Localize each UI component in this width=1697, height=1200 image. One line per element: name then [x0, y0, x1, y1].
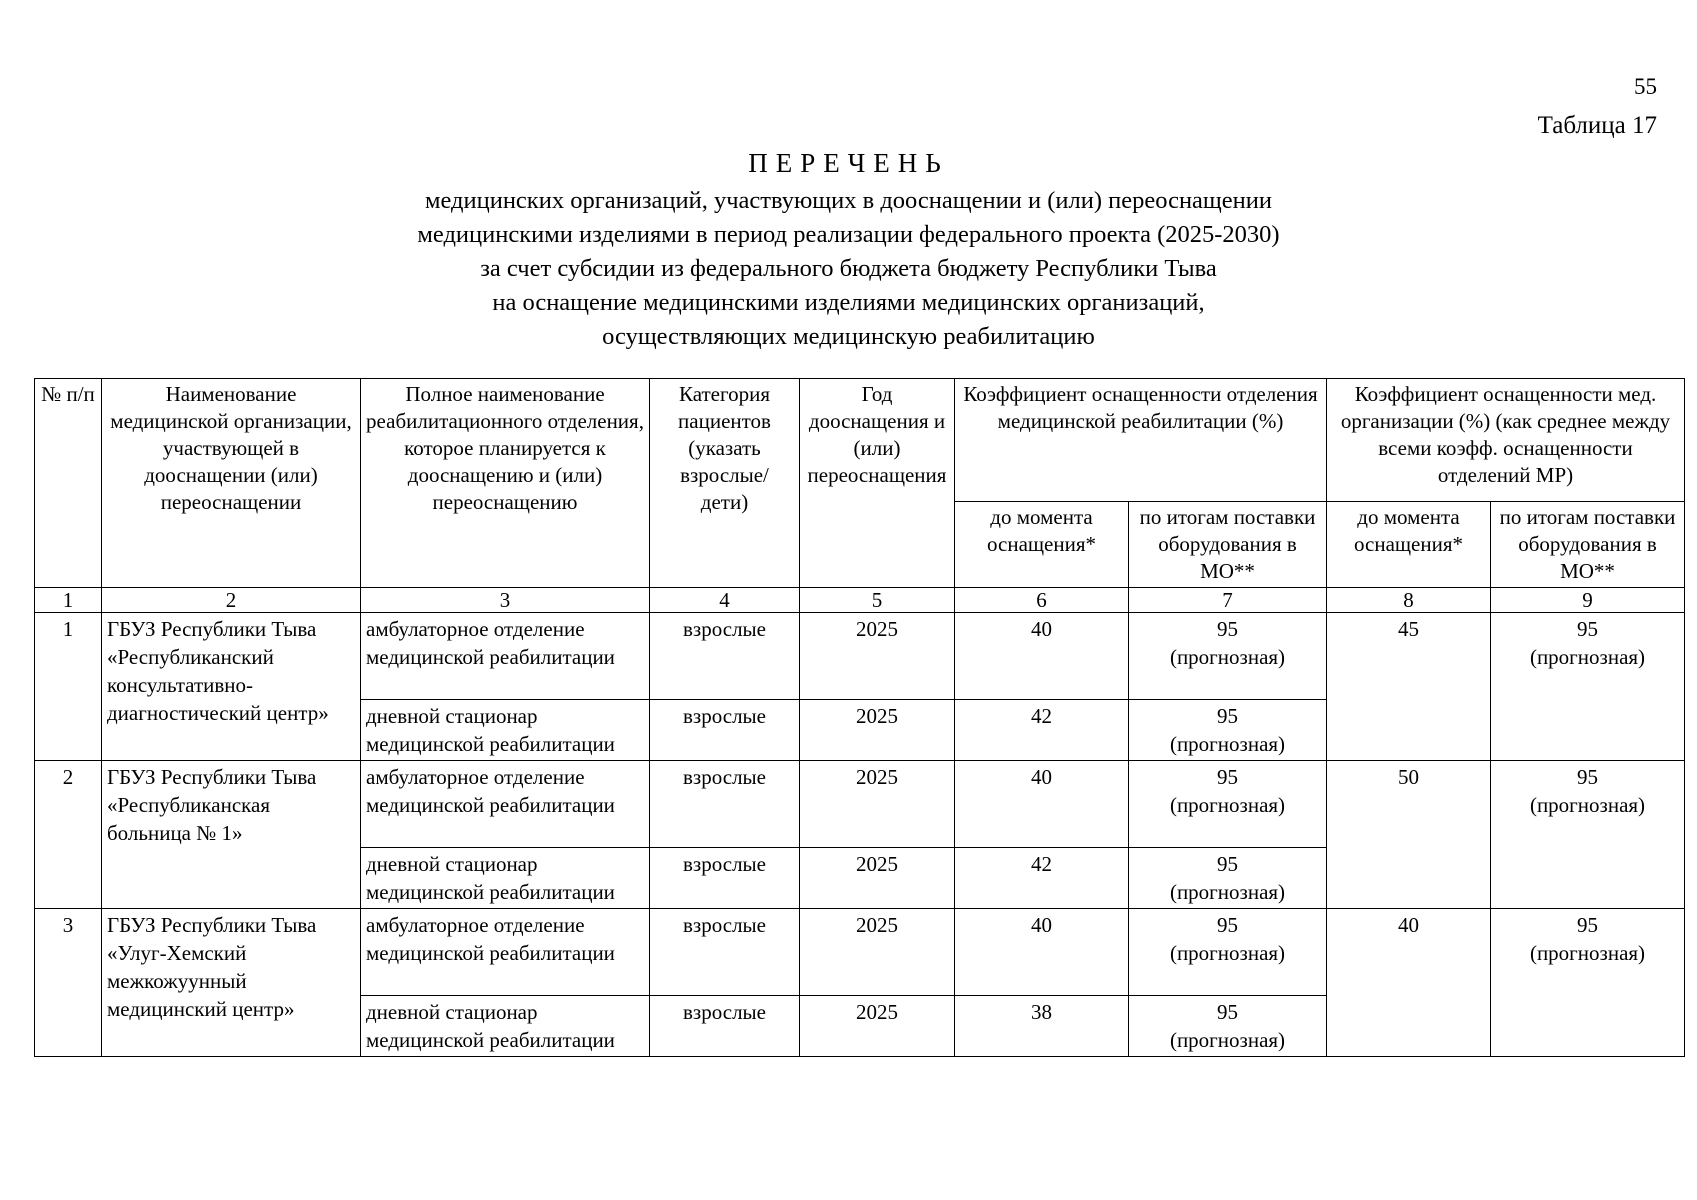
org-coef-before: 45 — [1327, 613, 1491, 761]
column-number: 3 — [361, 588, 650, 613]
row-number: 2 — [35, 761, 102, 909]
dept-name: амбулаторное отделение медицинской реабилитации — [361, 761, 650, 848]
column-number: 8 — [1327, 588, 1491, 613]
subtitle-line: медицинскими изделиями в период реализации федерального проекта (2025-2030) — [417, 221, 1280, 248]
dept-coef-before: 40 — [955, 909, 1129, 996]
dept-coef-after — [1129, 909, 1327, 996]
row-number: 1 — [35, 613, 102, 761]
dept-coef-after-value: 95 — [1217, 765, 1238, 789]
header-org-after: по итогам поставки оборудования в МО** — [1491, 502, 1685, 588]
equip-year: 2025 — [800, 761, 955, 848]
equip-year: 2025 — [800, 909, 955, 996]
header-dept-name: Полное наименование реабилитационного отделения, которое планируется к дооснащению и (или) переоснащению — [361, 379, 650, 588]
dept-coef-before: 42 — [955, 700, 1129, 761]
table-row — [35, 761, 1685, 848]
subtitle-line: на оснащение медицинскими изделиями медицинских организаций, — [492, 289, 1205, 316]
org-coef-after-note: (прогнозная) — [1529, 645, 1646, 669]
dept-coef-before: 38 — [955, 996, 1129, 1057]
patient-category: взрослые — [650, 700, 800, 761]
column-number: 2 — [102, 588, 361, 613]
subtitle-line: осуществляющих медицинскую реабилитацию — [602, 323, 1095, 350]
column-number: 1 — [35, 588, 102, 613]
dept-coef-after — [1129, 996, 1327, 1057]
header-dept-after: по итогам поставки оборудования в МО** — [1129, 502, 1327, 588]
dept-coef-after — [1129, 700, 1327, 761]
row-number: 3 — [35, 909, 102, 1057]
header-category: Категория пациентов (указать взрослые/ дети) — [650, 379, 800, 588]
org-coef-after — [1491, 909, 1685, 1057]
org-coef-after-note: (прогнозная) — [1529, 941, 1646, 965]
dept-coef-after-note: (прогнозная) — [1169, 941, 1286, 965]
org-coef-after-note: (прогнозная) — [1529, 793, 1646, 817]
patient-category: взрослые — [650, 761, 800, 848]
dept-coef-after — [1129, 613, 1327, 700]
dept-coef-after-note: (прогнозная) — [1169, 1028, 1286, 1052]
dept-name: дневной стационар медицинской реабилитации — [361, 996, 650, 1057]
org-name: ГБУЗ Республики Тыва «Республиканская больница № 1» — [102, 761, 361, 909]
org-coef-after-value: 95 — [1577, 913, 1598, 937]
dept-coef-after-note: (прогнозная) — [1169, 880, 1286, 904]
page-number: 55 — [1634, 74, 1657, 99]
column-number: 9 — [1491, 588, 1685, 613]
org-coef-before: 40 — [1327, 909, 1491, 1057]
patient-category: взрослые — [650, 613, 800, 700]
dept-name: дневной стационар медицинской реабилитации — [361, 700, 650, 761]
equip-year: 2025 — [800, 700, 955, 761]
dept-name: амбулаторное отделение медицинской реабилитации — [361, 909, 650, 996]
org-coef-after-value: 95 — [1577, 765, 1598, 789]
dept-coef-after — [1129, 761, 1327, 848]
header-dept-before: до момента оснащения* — [955, 502, 1129, 588]
org-coef-after-value: 95 — [1577, 617, 1598, 641]
dept-coef-before: 42 — [955, 848, 1129, 909]
table-label: Таблица 17 — [1537, 112, 1657, 139]
document-heading: ПЕРЕЧЕНЬ — [748, 148, 949, 178]
dept-coef-after-value: 95 — [1217, 913, 1238, 937]
table-row — [35, 909, 1685, 996]
org-coef-before: 50 — [1327, 761, 1491, 909]
dept-coef-after-note: (прогнозная) — [1169, 793, 1286, 817]
dept-name: амбулаторное отделение медицинской реабилитации — [361, 613, 650, 700]
org-name: ГБУЗ Республики Тыва «Улуг-Хемский межкожуунный медицинский центр» — [102, 909, 361, 1057]
column-number: 4 — [650, 588, 800, 613]
dept-coef-before: 40 — [955, 613, 1129, 700]
dept-coef-after-value: 95 — [1217, 1000, 1238, 1024]
column-number: 7 — [1129, 588, 1327, 613]
column-number-row — [35, 588, 1685, 613]
header-num: № п/п — [35, 379, 102, 588]
subtitle-line: медицинских организаций, участвующих в дооснащении и (или) переоснащении — [424, 187, 1273, 214]
dept-coef-after-note: (прогнозная) — [1169, 732, 1286, 756]
dept-coef-after-value: 95 — [1217, 852, 1238, 876]
dept-name: дневной стационар медицинской реабилитации — [361, 848, 650, 909]
header-org-name: Наименование медицинской организации, участвующей в дооснащении (или) переоснащении — [102, 379, 361, 588]
equip-year: 2025 — [800, 613, 955, 700]
equip-year: 2025 — [800, 996, 955, 1057]
column-number: 5 — [800, 588, 955, 613]
dept-coef-after-value: 95 — [1217, 704, 1238, 728]
column-number: 6 — [955, 588, 1129, 613]
header-org-before: до момента оснащения* — [1327, 502, 1491, 588]
patient-category: взрослые — [650, 996, 800, 1057]
table-row — [35, 613, 1685, 700]
header-org-coef: Коэффициент оснащенности мед. организации (%) (как среднее между всеми коэфф. оснащенности отделений МР) — [1327, 379, 1685, 502]
patient-category: взрослые — [650, 848, 800, 909]
document-subtitle — [0, 184, 1697, 354]
equipment-table — [34, 378, 1685, 1057]
org-coef-after — [1491, 761, 1685, 909]
org-name: ГБУЗ Республики Тыва «Республиканский консультативно-диагностический центр» — [102, 613, 361, 761]
header-year: Год дооснащения и (или) переоснащения — [800, 379, 955, 588]
dept-coef-before: 40 — [955, 761, 1129, 848]
patient-category: взрослые — [650, 909, 800, 996]
org-coef-after — [1491, 613, 1685, 761]
dept-coef-after-note: (прогнозная) — [1169, 645, 1286, 669]
dept-coef-after — [1129, 848, 1327, 909]
header-dept-coef: Коэффициент оснащенности отделения медицинской реабилитации (%) — [955, 379, 1327, 502]
subtitle-line: за счет субсидии из федерального бюджета бюджету Республики Тыва — [480, 255, 1217, 282]
dept-coef-after-value: 95 — [1217, 617, 1238, 641]
equip-year: 2025 — [800, 848, 955, 909]
